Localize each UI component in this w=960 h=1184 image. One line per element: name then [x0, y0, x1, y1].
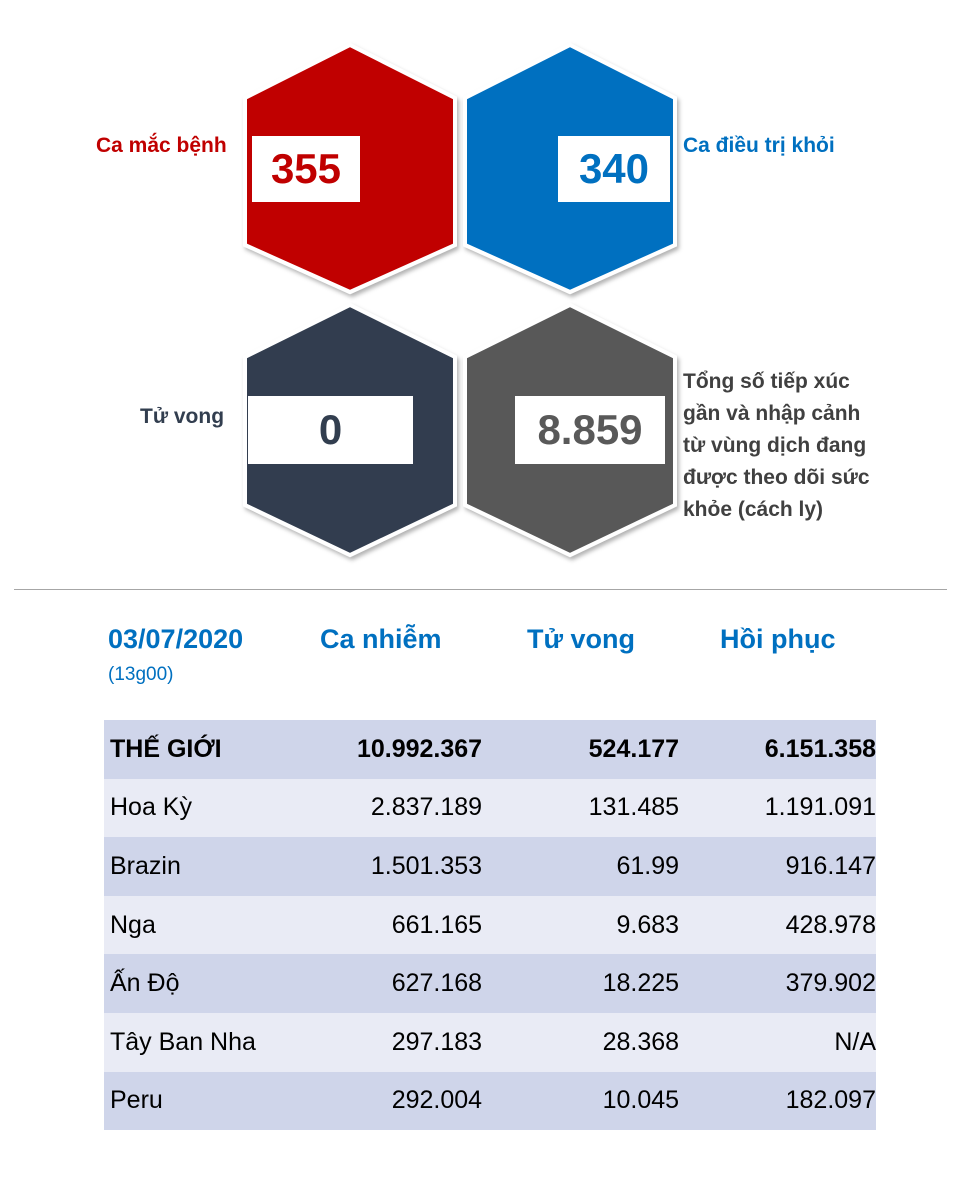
column-header-recovered: Hồi phục — [720, 624, 836, 654]
table-row — [104, 1072, 876, 1131]
recovered-cell: 6.151.358 — [764, 734, 876, 763]
deaths-cell: 61.99 — [616, 851, 680, 880]
country-name: Peru — [110, 1086, 163, 1115]
cases-cell: 661.165 — [391, 910, 483, 939]
country-name: Brazin — [110, 851, 181, 880]
recovered-cell: 1.191.091 — [764, 793, 876, 822]
monitored-value: 8.859 — [515, 396, 665, 464]
table-row — [104, 837, 876, 896]
monitored-label: Tổng số tiếp xúc gần và nhập cảnh từ vùng dịch đang được theo dõi sức khỏe (cách ly) — [683, 370, 870, 521]
recovered-cell: 916.147 — [785, 851, 876, 880]
table-row — [104, 779, 876, 838]
recovered-cell: N/A — [834, 1027, 876, 1056]
recovered-label: Ca điều trị khỏi — [683, 134, 835, 157]
cases-cell: 2.837.189 — [370, 793, 483, 822]
recovered-cell: 428.978 — [785, 910, 876, 939]
deaths-cell: 524.177 — [588, 734, 680, 763]
deaths-cell: 18.225 — [602, 969, 680, 998]
deaths-cell: 9.683 — [616, 910, 680, 939]
cases-cell: 297.183 — [391, 1027, 483, 1056]
recovered-cell: 379.902 — [785, 969, 876, 998]
section-divider — [14, 589, 947, 590]
cases-cell: 292.004 — [391, 1086, 483, 1115]
country-name: Nga — [110, 910, 156, 939]
recovered-cell: 182.097 — [785, 1086, 876, 1115]
deaths-label: Tử vong — [140, 405, 225, 428]
country-name: Ấn Độ — [110, 969, 180, 998]
table-row — [104, 720, 876, 779]
country-name: THẾ GIỚI — [110, 734, 222, 763]
cases-value: 355 — [252, 136, 360, 202]
cases-cell: 10.992.367 — [356, 734, 483, 763]
column-header-deaths: Tử vong — [527, 624, 636, 654]
table-date: 03/07/2020 — [108, 624, 244, 654]
table-time: (13g00) — [108, 664, 174, 685]
cases-cell: 1.501.353 — [370, 851, 483, 880]
country-name: Tây Ban Nha — [110, 1027, 256, 1056]
table-row — [104, 1013, 876, 1072]
recovered-value: 340 — [558, 136, 670, 202]
country-name: Hoa Kỳ — [110, 793, 192, 822]
cases-label: Ca mắc bệnh — [96, 134, 227, 157]
world-stats-table — [104, 720, 876, 1130]
table-row — [104, 954, 876, 1013]
column-header-cases: Ca nhiễm — [320, 624, 442, 654]
deaths-cell: 28.368 — [602, 1027, 680, 1056]
deaths-value: 0 — [248, 396, 413, 464]
deaths-cell: 10.045 — [602, 1086, 680, 1115]
deaths-cell: 131.485 — [588, 793, 680, 822]
cases-cell: 627.168 — [391, 969, 483, 998]
table-row — [104, 896, 876, 955]
